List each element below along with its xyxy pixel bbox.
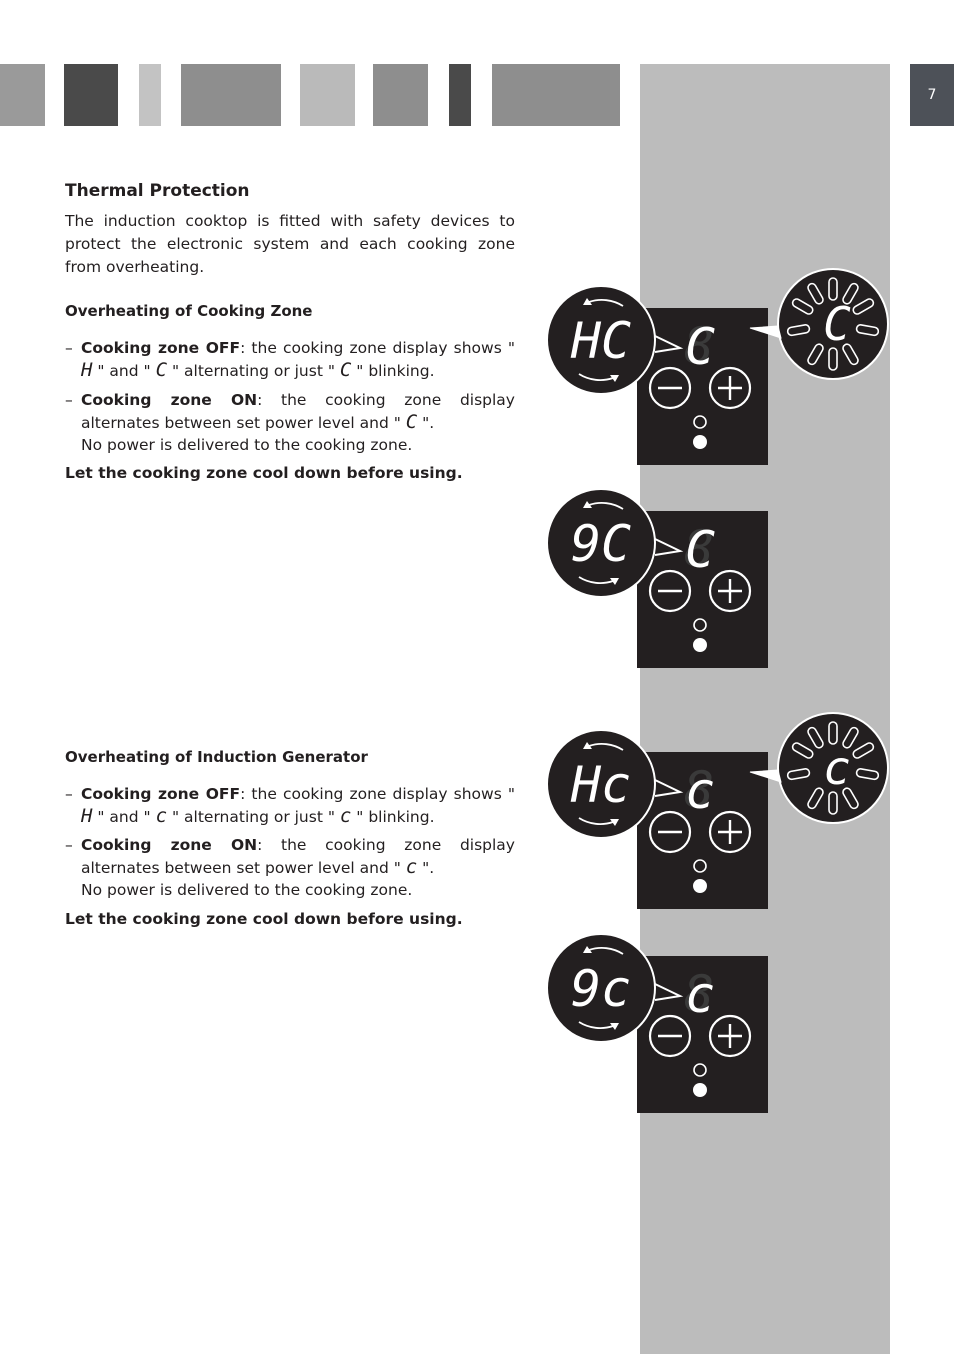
zone-bullet-on: – Cooking zone ON: the cooking zone display alternates between set power level and " C ". No power is delivered to the cooking zone.	[65, 389, 515, 457]
zone-off-text-2: " and "	[92, 361, 156, 380]
header-block-8	[492, 64, 620, 126]
blinking-display-bubble	[778, 713, 888, 823]
zone-off-text-3: " alternating or just "	[167, 361, 340, 380]
page-number: 7	[910, 64, 954, 126]
zone-on-label: Cooking zone ON	[81, 391, 258, 409]
zone-on-illustration	[545, 471, 890, 671]
zone-off-illustration	[545, 268, 890, 468]
header-block-1	[0, 64, 45, 126]
bubble-text-hc: HC	[570, 312, 632, 370]
generator-off-glyph-c1: c	[155, 804, 168, 827]
generator-off-glyph-c2: c	[339, 804, 352, 827]
header-block-2	[64, 64, 118, 126]
alternating-display-bubble	[547, 934, 655, 1042]
zone-off-glyph-c2: C	[339, 358, 352, 381]
zone-on-note: No power is delivered to the cooking zone.	[81, 436, 413, 454]
zone-off-text-1: : the cooking zone display shows "	[240, 339, 515, 357]
zone-on-text-2: ".	[417, 413, 435, 432]
zone-off-label: Cooking zone OFF	[81, 339, 241, 357]
bubble-text-9c-small: 9c	[570, 960, 632, 1018]
zone-off-glyph-h: H	[81, 358, 93, 381]
zone-display-c: C	[684, 318, 716, 376]
header-block-6	[373, 64, 428, 126]
generator-on-text-2: ".	[417, 858, 435, 877]
zone-subtitle: Overheating of Cooking Zone	[65, 302, 313, 320]
side-panel	[640, 64, 890, 1354]
blinking-display-c: C	[823, 297, 851, 351]
section-title: Thermal Protection	[65, 181, 250, 201]
zone-on-text-1: : the cooking zone display alternates between set power level and "	[81, 391, 515, 432]
zone-display-c-small: c	[684, 762, 716, 820]
blinking-display-bubble	[778, 269, 888, 379]
alternating-display-bubble	[547, 730, 655, 838]
zone-display-c: C	[684, 521, 716, 579]
generator-bullet-on: – Cooking zone ON: the cooking zone display alternates between set power level and " c ". No power is delivered to the cooking zone.	[65, 834, 515, 902]
header-block-4	[181, 64, 281, 126]
alternating-display-bubble	[547, 489, 655, 597]
generator-off-text-2: " and "	[92, 807, 156, 826]
alternating-display-bubble	[547, 286, 655, 394]
generator-on-note: No power is delivered to the cooking zone.	[81, 881, 413, 899]
header-block-5	[300, 64, 355, 126]
generator-bullet-off: – Cooking zone OFF: the cooking zone display shows " H " and " c " alternating or just " c " blinking.	[65, 785, 515, 827]
generator-on-illustration	[545, 916, 890, 1116]
header-block-3	[139, 64, 161, 126]
generator-on-label: Cooking zone ON	[81, 836, 258, 854]
section-intro: The induction cooktop is fitted with safety devices to protect the electronic system and each cooking zone from overheating.	[65, 212, 515, 276]
generator-off-text-1: : the cooking zone display shows "	[240, 785, 515, 803]
generator-off-text-4: " blinking.	[351, 807, 435, 826]
generator-off-glyph-h: H	[81, 804, 93, 827]
zone-on-glyph-c: C	[405, 410, 418, 433]
zone-off-glyph-c1: C	[155, 358, 168, 381]
bubble-text-9c: 9C	[570, 515, 632, 573]
generator-off-label: Cooking zone OFF	[81, 785, 241, 803]
zone-display-c-small: c	[684, 966, 716, 1024]
generator-on-glyph-c: c	[405, 855, 418, 878]
generator-off-illustration	[545, 712, 890, 912]
bubble-text-hc-small: Hc	[570, 756, 632, 814]
generator-off-text-3: " alternating or just "	[167, 807, 340, 826]
zone-off-text-4: " blinking.	[351, 361, 435, 380]
zone-bullet-off: – Cooking zone OFF: the cooking zone display shows " H " and " C " alternating or just " C " blinking.	[65, 339, 515, 381]
zone-warning: Let the cooking zone cool down before using.	[65, 464, 463, 482]
generator-subtitle: Overheating of Induction Generator	[65, 748, 368, 766]
header-block-7	[449, 64, 471, 126]
blinking-display-c-small: c	[823, 741, 851, 795]
generator-on-text-1: : the cooking zone display alternates between set power level and "	[81, 836, 515, 877]
generator-warning: Let the cooking zone cool down before using.	[65, 910, 463, 928]
